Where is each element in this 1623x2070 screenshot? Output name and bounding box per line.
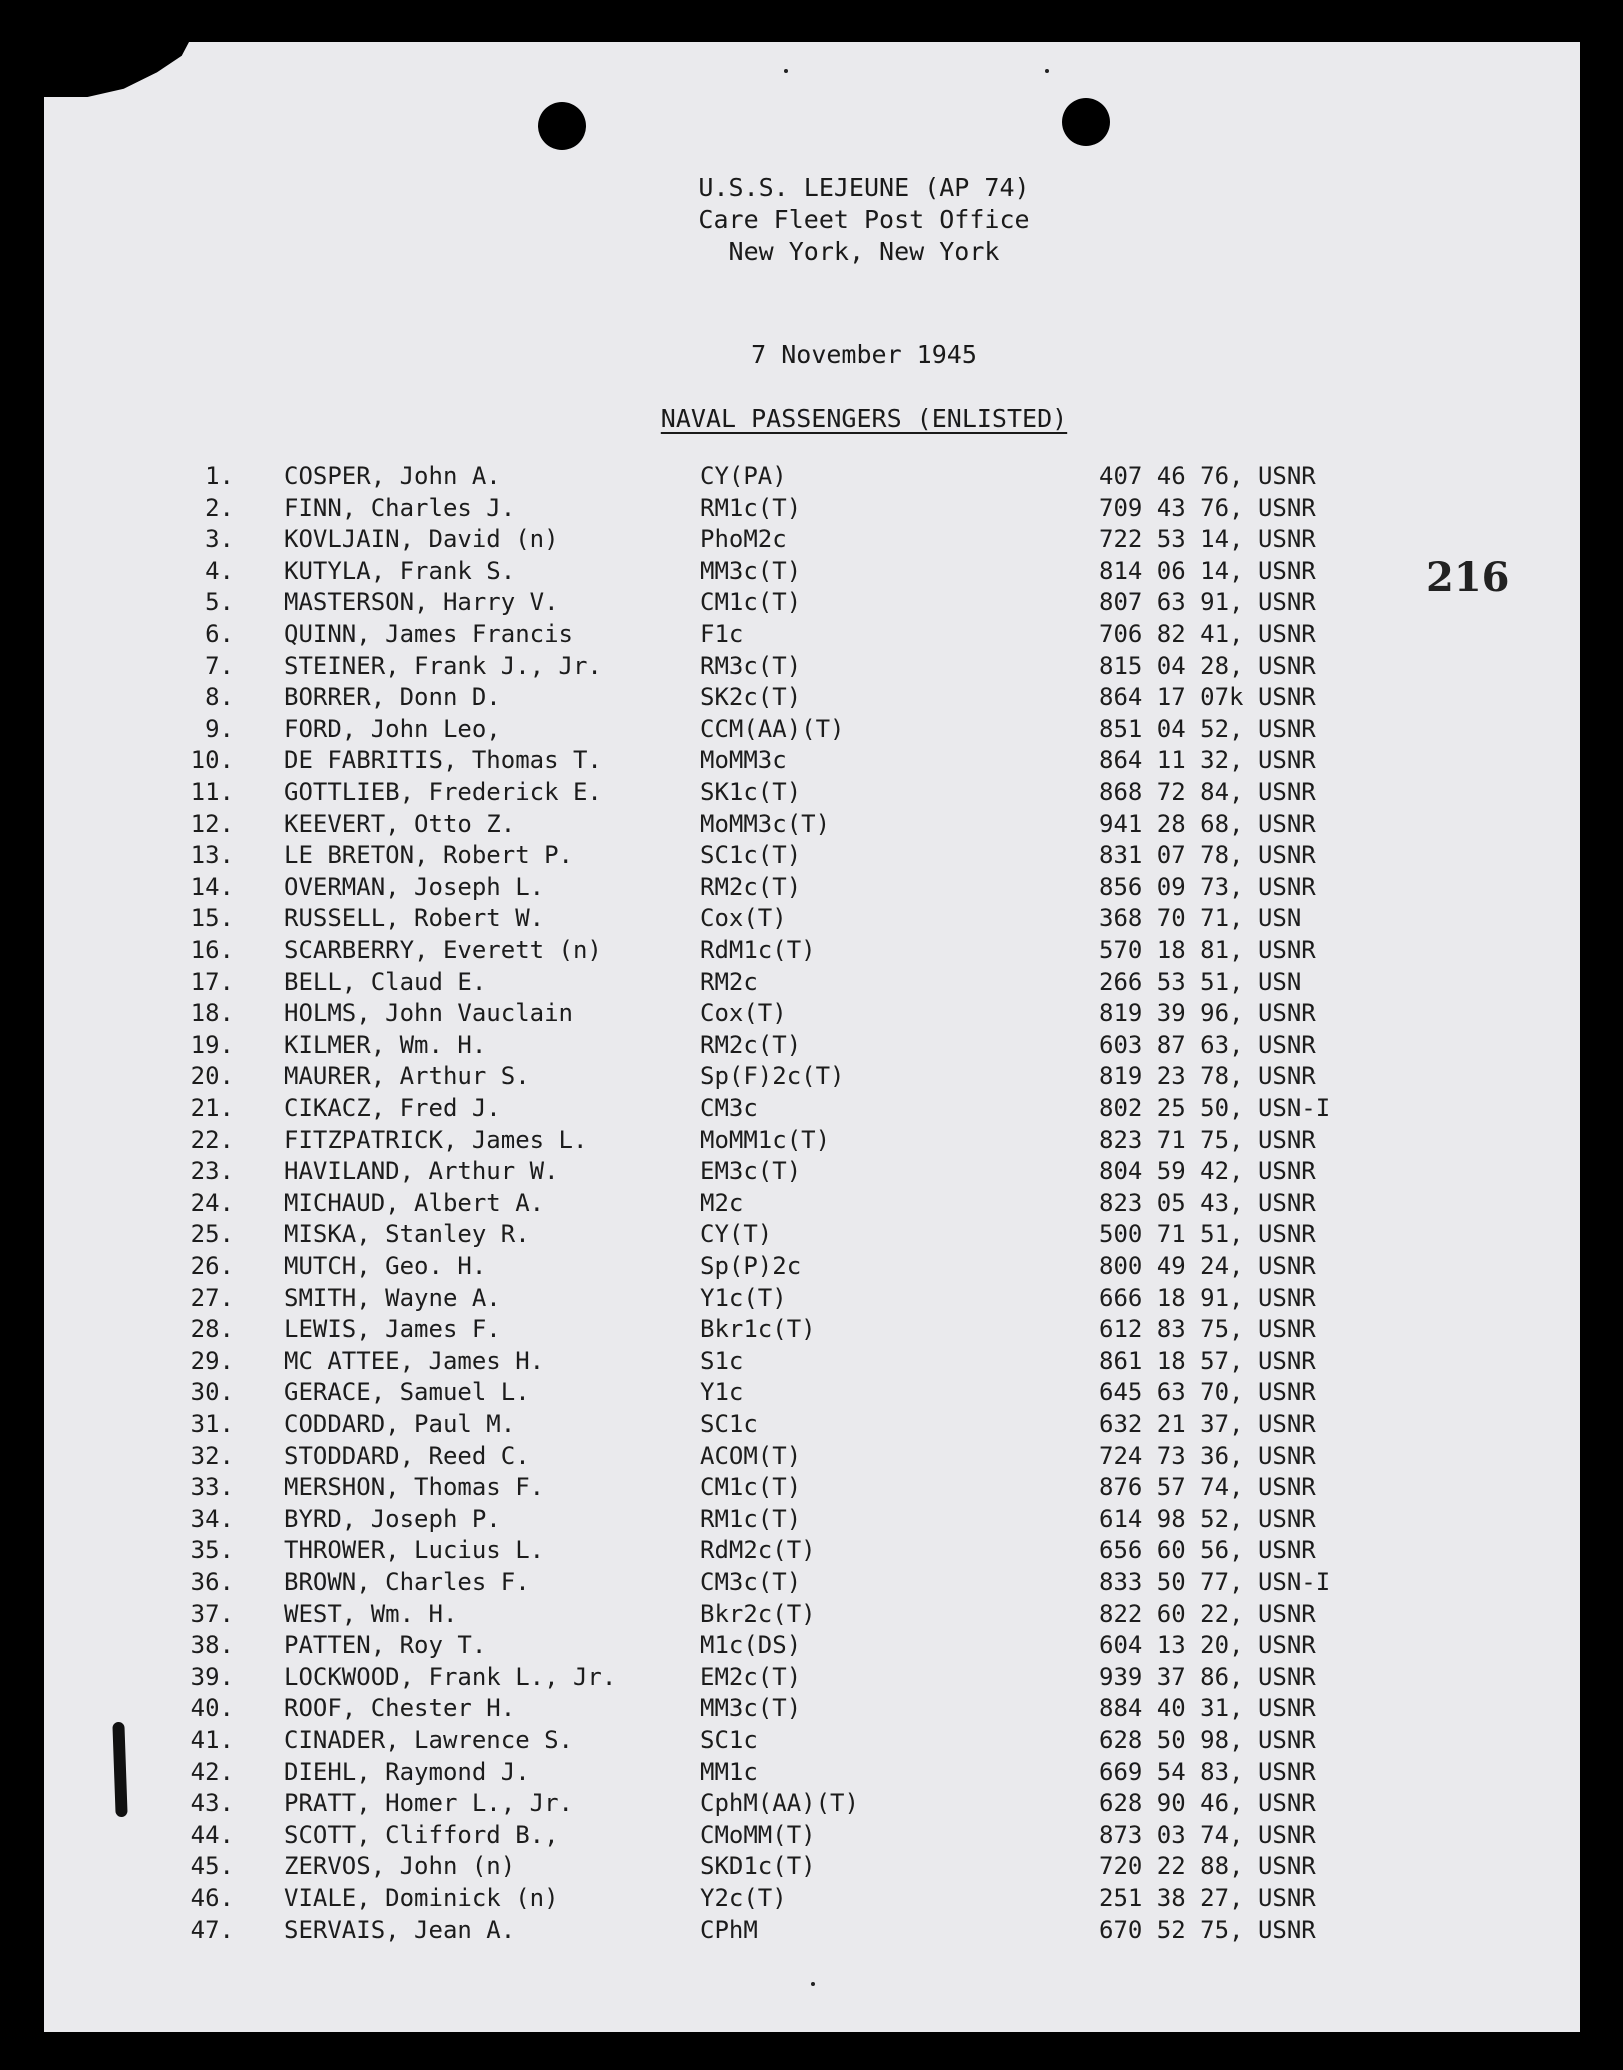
passenger-service-number: 884 40 31, USNR bbox=[1099, 1694, 1316, 1723]
passenger-name: SCARBERRY, Everett (n) bbox=[284, 936, 602, 964]
passenger-name: FORD, John Leo, bbox=[284, 714, 501, 743]
passenger-number: 40. bbox=[190, 1694, 234, 1723]
passenger-service-number: 666 18 91, USNR bbox=[1099, 1283, 1316, 1312]
passenger-row bbox=[44, 841, 1580, 872]
passenger-name: RUSSELL, Robert W. bbox=[284, 904, 545, 933]
passenger-row bbox=[44, 746, 1580, 777]
passenger-number: 35. bbox=[190, 1536, 234, 1565]
passenger-number: 25. bbox=[190, 1220, 234, 1249]
passenger-row bbox=[44, 1126, 1580, 1157]
passenger-rate: CPhM bbox=[700, 1915, 758, 1944]
passenger-number: 28. bbox=[190, 1315, 234, 1344]
passenger-service-number: 670 52 75, USNR bbox=[1099, 1915, 1316, 1944]
passenger-row bbox=[44, 968, 1580, 999]
punch-hole-left bbox=[538, 102, 586, 150]
passenger-rate: RM2c(T) bbox=[700, 1030, 802, 1059]
passenger-name: FITZPATRICK, James L. bbox=[284, 1125, 588, 1154]
passenger-service-number: 603 87 63, USNR bbox=[1099, 1030, 1316, 1059]
passenger-number: 30. bbox=[190, 1378, 234, 1407]
passenger-rate: M1c(DS) bbox=[700, 1631, 802, 1660]
passenger-number: 10. bbox=[190, 746, 234, 775]
passenger-service-number: 604 13 20, USNR bbox=[1099, 1631, 1316, 1660]
passenger-name: WEST, Wm. H. bbox=[284, 1599, 458, 1628]
passenger-row bbox=[44, 1062, 1580, 1093]
passenger-name: MUTCH, Geo. H. bbox=[284, 1252, 487, 1280]
passenger-rate: CphM(AA)(T) bbox=[700, 1789, 859, 1818]
passenger-service-number: 819 39 96, USNR bbox=[1099, 999, 1316, 1028]
passenger-name: BROWN, Charles F. bbox=[284, 1568, 530, 1596]
passenger-number: 24. bbox=[190, 1188, 234, 1217]
city-line: New York, New York bbox=[728, 237, 1000, 266]
passenger-rate: Sp(F)2c(T) bbox=[700, 1062, 845, 1091]
passenger-row bbox=[44, 1631, 1580, 1662]
passenger-rate: RM1c(T) bbox=[700, 493, 802, 522]
passenger-service-number: 266 53 51, USN bbox=[1099, 967, 1302, 996]
passenger-name: LEWIS, James F. bbox=[284, 1315, 501, 1344]
passenger-number: 3. bbox=[205, 525, 234, 554]
passenger-name: LE BRETON, Robert P. bbox=[284, 841, 573, 870]
passenger-row bbox=[44, 904, 1580, 935]
passenger-row bbox=[44, 462, 1580, 493]
passenger-number: 11. bbox=[190, 778, 234, 806]
passenger-number: 9. bbox=[205, 714, 234, 743]
passenger-rate: CM3c(T) bbox=[700, 1568, 802, 1596]
passenger-name: MASTERSON, Harry V. bbox=[284, 588, 559, 617]
passenger-number: 16. bbox=[190, 936, 234, 964]
passenger-row bbox=[44, 1852, 1580, 1883]
paper-speck bbox=[811, 1982, 815, 1986]
passenger-service-number: 804 59 42, USNR bbox=[1099, 1157, 1316, 1186]
passenger-rate: SC1c bbox=[700, 1726, 758, 1754]
passenger-name: KOVLJAIN, David (n) bbox=[284, 525, 559, 554]
passenger-rate: CCM(AA)(T) bbox=[700, 714, 845, 743]
passenger-name: DIEHL, Raymond J. bbox=[284, 1757, 530, 1786]
passenger-row bbox=[44, 999, 1580, 1030]
passenger-row bbox=[44, 1758, 1580, 1789]
passenger-rate: S1c bbox=[700, 1346, 744, 1375]
passenger-number: 41. bbox=[190, 1726, 234, 1754]
passenger-service-number: 251 38 27, USNR bbox=[1099, 1884, 1316, 1912]
passenger-row bbox=[44, 810, 1580, 841]
passenger-name: PRATT, Homer L., Jr. bbox=[284, 1789, 573, 1818]
passenger-row bbox=[44, 873, 1580, 904]
passenger-name: BYRD, Joseph P. bbox=[284, 1504, 501, 1533]
passenger-number: 5. bbox=[205, 588, 234, 617]
passenger-rate: MM3c(T) bbox=[700, 556, 802, 585]
passenger-rate: Cox(T) bbox=[700, 904, 787, 933]
passenger-service-number: 802 25 50, USN-I bbox=[1099, 1094, 1331, 1122]
passenger-row bbox=[44, 1600, 1580, 1631]
passenger-rate: ACOM(T) bbox=[700, 1441, 802, 1470]
passenger-service-number: 823 71 75, USNR bbox=[1099, 1125, 1316, 1154]
passenger-service-number: 669 54 83, USNR bbox=[1099, 1757, 1316, 1786]
passenger-rate: PhoM2c bbox=[700, 525, 787, 554]
passenger-rate: RM2c bbox=[700, 967, 758, 996]
passenger-rate: SC1c(T) bbox=[700, 841, 802, 870]
passenger-name: LOCKWOOD, Frank L., Jr. bbox=[284, 1662, 617, 1691]
passenger-rate: EM3c(T) bbox=[700, 1157, 802, 1186]
passenger-row bbox=[44, 1220, 1580, 1251]
passenger-rate: Cox(T) bbox=[700, 999, 787, 1028]
passenger-number: 17. bbox=[190, 967, 234, 996]
passenger-number: 45. bbox=[190, 1852, 234, 1881]
passenger-rate: RM2c(T) bbox=[700, 872, 802, 901]
page-number: 216 bbox=[1426, 554, 1510, 601]
passenger-rate: Y1c(T) bbox=[700, 1283, 787, 1312]
passenger-rate: CY(PA) bbox=[700, 462, 787, 490]
passenger-service-number: 800 49 24, USNR bbox=[1099, 1252, 1316, 1280]
passenger-name: FINN, Charles J. bbox=[284, 493, 516, 522]
passenger-row bbox=[44, 588, 1580, 619]
passenger-service-number: 823 05 43, USNR bbox=[1099, 1188, 1316, 1217]
passenger-row bbox=[44, 1157, 1580, 1188]
document-title bbox=[464, 404, 1264, 433]
passenger-number: 1. bbox=[205, 462, 234, 490]
passenger-number: 14. bbox=[190, 872, 234, 901]
passenger-row bbox=[44, 494, 1580, 525]
passenger-name: MICHAUD, Albert A. bbox=[284, 1188, 545, 1217]
passenger-service-number: 819 23 78, USNR bbox=[1099, 1062, 1316, 1091]
passenger-row bbox=[44, 1378, 1580, 1409]
paper-speck bbox=[1045, 69, 1049, 73]
passenger-rate: EM2c(T) bbox=[700, 1662, 802, 1691]
passenger-service-number: 570 18 81, USNR bbox=[1099, 936, 1316, 964]
passenger-rate: Y1c bbox=[700, 1378, 744, 1407]
passenger-name: CIKACZ, Fred J. bbox=[284, 1094, 501, 1122]
passenger-number: 7. bbox=[205, 651, 234, 680]
passenger-service-number: 632 21 37, USNR bbox=[1099, 1410, 1316, 1438]
passenger-row bbox=[44, 1884, 1580, 1915]
passenger-service-number: 833 50 77, USN-I bbox=[1099, 1568, 1331, 1596]
passenger-name: SCOTT, Clifford B., bbox=[284, 1820, 559, 1849]
passenger-service-number: 612 83 75, USNR bbox=[1099, 1315, 1316, 1344]
passenger-name: MC ATTEE, James H. bbox=[284, 1346, 545, 1375]
passenger-service-number: 722 53 14, USNR bbox=[1099, 525, 1316, 554]
passenger-rate: M2c bbox=[700, 1188, 744, 1217]
passenger-name: BORRER, Donn D. bbox=[284, 683, 501, 712]
passenger-rate: SKD1c(T) bbox=[700, 1852, 816, 1881]
torn-corner bbox=[44, 42, 189, 97]
passenger-row bbox=[44, 652, 1580, 683]
passenger-number: 43. bbox=[190, 1789, 234, 1818]
document-title-text: NAVAL PASSENGERS (ENLISTED) bbox=[660, 404, 1068, 433]
passenger-row bbox=[44, 525, 1580, 556]
passenger-row bbox=[44, 683, 1580, 714]
passenger-rate: MoMM3c(T) bbox=[700, 809, 831, 838]
passenger-number: 18. bbox=[190, 999, 234, 1028]
document-date: 7 November 1945 bbox=[751, 340, 977, 369]
passenger-row bbox=[44, 1568, 1580, 1599]
passenger-row bbox=[44, 778, 1580, 809]
passenger-name: SERVAIS, Jean A. bbox=[284, 1915, 516, 1944]
passenger-service-number: 941 28 68, USNR bbox=[1099, 809, 1316, 838]
passenger-service-number: 876 57 74, USNR bbox=[1099, 1473, 1316, 1502]
passenger-number: 37. bbox=[190, 1599, 234, 1628]
passenger-service-number: 645 63 70, USNR bbox=[1099, 1378, 1316, 1407]
passenger-rate: SC1c bbox=[700, 1410, 758, 1438]
passenger-name: BELL, Claud E. bbox=[284, 967, 487, 996]
passenger-rate: SK2c(T) bbox=[700, 683, 802, 712]
passenger-number: 42. bbox=[190, 1757, 234, 1786]
passenger-rate: F1c bbox=[700, 620, 744, 648]
passenger-name: STEINER, Frank J., Jr. bbox=[284, 651, 602, 680]
passenger-number: 2. bbox=[205, 493, 234, 522]
passenger-service-number: 856 09 73, USNR bbox=[1099, 872, 1316, 901]
passenger-rate: RdM2c(T) bbox=[700, 1536, 816, 1565]
passenger-row bbox=[44, 1536, 1580, 1567]
passenger-name: ZERVOS, John (n) bbox=[284, 1852, 516, 1881]
passenger-rate: MoMM3c bbox=[700, 746, 787, 775]
passenger-service-number: 368 70 71, USN bbox=[1099, 904, 1302, 933]
passenger-row bbox=[44, 936, 1580, 967]
passenger-number: 23. bbox=[190, 1157, 234, 1186]
passenger-name: STODDARD, Reed C. bbox=[284, 1441, 530, 1470]
passenger-number: 46. bbox=[190, 1884, 234, 1912]
passenger-service-number: 706 82 41, USNR bbox=[1099, 620, 1316, 648]
passenger-row bbox=[44, 1694, 1580, 1725]
paper-speck bbox=[784, 69, 788, 73]
passenger-service-number: 864 11 32, USNR bbox=[1099, 746, 1316, 775]
passenger-number: 19. bbox=[190, 1030, 234, 1059]
passenger-rate: RdM1c(T) bbox=[700, 936, 816, 964]
passenger-number: 15. bbox=[190, 904, 234, 933]
passenger-row bbox=[44, 1916, 1580, 1947]
passenger-number: 21. bbox=[190, 1094, 234, 1122]
passenger-number: 31. bbox=[190, 1410, 234, 1438]
passenger-row bbox=[44, 1789, 1580, 1820]
passenger-rate: CM1c(T) bbox=[700, 588, 802, 617]
passenger-rate: Sp(P)2c bbox=[700, 1252, 802, 1280]
passenger-service-number: 831 07 78, USNR bbox=[1099, 841, 1316, 870]
passenger-number: 4. bbox=[205, 556, 234, 585]
passenger-name: ROOF, Chester H. bbox=[284, 1694, 516, 1723]
passenger-service-number: 864 17 07k USNR bbox=[1099, 683, 1316, 712]
passenger-name: KUTYLA, Frank S. bbox=[284, 556, 516, 585]
passenger-name: KEEVERT, Otto Z. bbox=[284, 809, 516, 838]
passenger-rate: SK1c(T) bbox=[700, 778, 802, 806]
passenger-name: HOLMS, John Vauclain bbox=[284, 999, 573, 1028]
passenger-service-number: 807 63 91, USNR bbox=[1099, 588, 1316, 617]
passenger-number: 12. bbox=[190, 809, 234, 838]
passenger-row bbox=[44, 1284, 1580, 1315]
passenger-service-number: 628 90 46, USNR bbox=[1099, 1789, 1316, 1818]
passenger-number: 6. bbox=[205, 620, 234, 648]
passenger-row bbox=[44, 1663, 1580, 1694]
passenger-number: 33. bbox=[190, 1473, 234, 1502]
passenger-row bbox=[44, 1442, 1580, 1473]
passenger-row bbox=[44, 557, 1580, 588]
passenger-number: 32. bbox=[190, 1441, 234, 1470]
passenger-service-number: 720 22 88, USNR bbox=[1099, 1852, 1316, 1881]
passenger-rate: CM1c(T) bbox=[700, 1473, 802, 1502]
passenger-row bbox=[44, 1821, 1580, 1852]
passenger-service-number: 851 04 52, USNR bbox=[1099, 714, 1316, 743]
passenger-number: 39. bbox=[190, 1662, 234, 1691]
passenger-row bbox=[44, 715, 1580, 746]
passenger-service-number: 822 60 22, USNR bbox=[1099, 1599, 1316, 1628]
passenger-service-number: 724 73 36, USNR bbox=[1099, 1441, 1316, 1470]
passenger-name: GERACE, Samuel L. bbox=[284, 1378, 530, 1407]
passenger-rate: CMoMM(T) bbox=[700, 1820, 816, 1849]
passenger-row bbox=[44, 1347, 1580, 1378]
passenger-name: GOTTLIEB, Frederick E. bbox=[284, 778, 602, 806]
punch-hole-right bbox=[1062, 98, 1110, 146]
passenger-service-number: 939 37 86, USNR bbox=[1099, 1662, 1316, 1691]
passenger-name: QUINN, James Francis bbox=[284, 620, 573, 648]
passenger-name: CODDARD, Paul M. bbox=[284, 1410, 516, 1438]
passenger-row bbox=[44, 1031, 1580, 1062]
passenger-number: 29. bbox=[190, 1346, 234, 1375]
passenger-name: COSPER, John A. bbox=[284, 462, 501, 490]
passenger-number: 44. bbox=[190, 1820, 234, 1849]
passenger-service-number: 407 46 76, USNR bbox=[1099, 462, 1316, 490]
passenger-name: KILMER, Wm. H. bbox=[284, 1030, 487, 1059]
passenger-name: PATTEN, Roy T. bbox=[284, 1631, 487, 1660]
passenger-service-number: 656 60 56, USNR bbox=[1099, 1536, 1316, 1565]
passenger-number: 22. bbox=[190, 1125, 234, 1154]
passenger-row bbox=[44, 1315, 1580, 1346]
letterhead bbox=[464, 172, 1264, 268]
passenger-service-number: 628 50 98, USNR bbox=[1099, 1726, 1316, 1754]
passenger-row bbox=[44, 1726, 1580, 1757]
passenger-service-number: 815 04 28, USNR bbox=[1099, 651, 1316, 680]
passenger-number: 36. bbox=[190, 1568, 234, 1596]
passenger-name: MERSHON, Thomas F. bbox=[284, 1473, 545, 1502]
passenger-name: MAURER, Arthur S. bbox=[284, 1062, 530, 1091]
ship-name: U.S.S. LEJEUNE (AP 74) bbox=[698, 173, 1030, 202]
passenger-number: 8. bbox=[205, 683, 234, 712]
passenger-name: OVERMAN, Joseph L. bbox=[284, 872, 545, 901]
passenger-rate: MoMM1c(T) bbox=[700, 1125, 831, 1154]
passenger-row bbox=[44, 620, 1580, 651]
passenger-rate: CY(T) bbox=[700, 1220, 773, 1249]
passenger-service-number: 868 72 84, USNR bbox=[1099, 778, 1316, 806]
passenger-name: HAVILAND, Arthur W. bbox=[284, 1157, 559, 1186]
passenger-rate: Bkr1c(T) bbox=[700, 1315, 816, 1344]
passenger-number: 13. bbox=[190, 841, 234, 870]
passenger-rate: CM3c bbox=[700, 1094, 758, 1122]
passenger-number: 38. bbox=[190, 1631, 234, 1660]
passenger-rate: MM3c(T) bbox=[700, 1694, 802, 1723]
passenger-service-number: 861 18 57, USNR bbox=[1099, 1346, 1316, 1375]
passenger-row bbox=[44, 1505, 1580, 1536]
passenger-number: 47. bbox=[190, 1915, 234, 1944]
passenger-name: THROWER, Lucius L. bbox=[284, 1536, 545, 1565]
passenger-name: MISKA, Stanley R. bbox=[284, 1220, 530, 1249]
passenger-service-number: 709 43 76, USNR bbox=[1099, 493, 1316, 522]
passenger-name: DE FABRITIS, Thomas T. bbox=[284, 746, 602, 775]
passenger-rate: Bkr2c(T) bbox=[700, 1599, 816, 1628]
passenger-row bbox=[44, 1473, 1580, 1504]
care-of-line: Care Fleet Post Office bbox=[698, 205, 1030, 234]
passenger-number: 27. bbox=[190, 1283, 234, 1312]
passenger-rate: Y2c(T) bbox=[700, 1884, 787, 1912]
passenger-rate: RM3c(T) bbox=[700, 651, 802, 680]
passenger-service-number: 814 06 14, USNR bbox=[1099, 556, 1316, 585]
passenger-number: 34. bbox=[190, 1504, 234, 1533]
passenger-number: 26. bbox=[190, 1252, 234, 1280]
passenger-rate: RM1c(T) bbox=[700, 1504, 802, 1533]
passenger-service-number: 500 71 51, USNR bbox=[1099, 1220, 1316, 1249]
document-page bbox=[44, 42, 1580, 2032]
passenger-row bbox=[44, 1410, 1580, 1441]
passenger-row bbox=[44, 1189, 1580, 1220]
passenger-name: CINADER, Lawrence S. bbox=[284, 1726, 573, 1754]
passenger-number: 20. bbox=[190, 1062, 234, 1091]
passenger-name: VIALE, Dominick (n) bbox=[284, 1884, 559, 1912]
passenger-service-number: 873 03 74, USNR bbox=[1099, 1820, 1316, 1849]
passenger-row bbox=[44, 1094, 1580, 1125]
passenger-name: SMITH, Wayne A. bbox=[284, 1283, 501, 1312]
passenger-rate: MM1c bbox=[700, 1757, 758, 1786]
passenger-row bbox=[44, 1252, 1580, 1283]
passenger-service-number: 614 98 52, USNR bbox=[1099, 1504, 1316, 1533]
